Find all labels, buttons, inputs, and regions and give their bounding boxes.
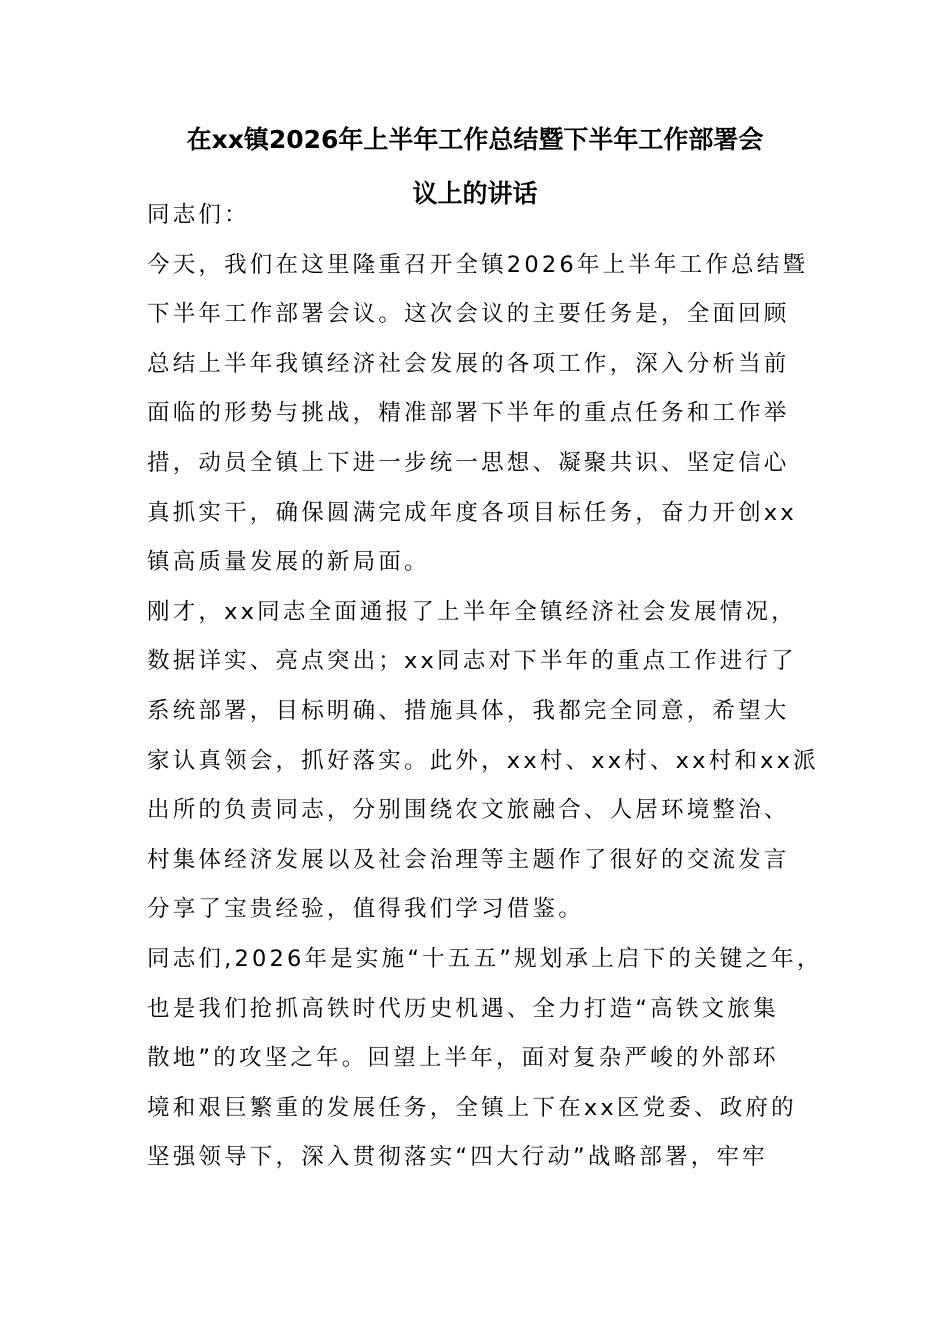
body-line: 刚才，xx同志全面通报了上半年全镇经济社会发展情况， xyxy=(147,598,797,625)
body-line: 今天，我们在这里隆重召开全镇2026年上半年工作总结暨 xyxy=(147,251,809,278)
title-line-2: 议上的讲话 xyxy=(412,179,538,208)
body-line: 总结上半年我镇经济社会发展的各项工作，深入分析当前 xyxy=(147,350,790,377)
body-line: 村集体经济发展以及社会治理等主题作了很好的交流发言 xyxy=(147,846,790,873)
body-line: 真抓实干，确保圆满完成年度各项目标任务，奋力开创xx xyxy=(147,499,797,526)
body-line: 也是我们抢抓高铁时代历史机遇、全力打造“高铁文旅集 xyxy=(147,995,779,1022)
body-line: 家认真领会，抓好落实。此外，xx村、xx村、xx村和xx派 xyxy=(147,747,819,774)
document-body xyxy=(147,191,823,1183)
body-line: 下半年工作部署会议。这次会议的主要任务是，全面回顾 xyxy=(147,301,790,328)
body-line: 分享了宝贵经验，值得我们学习借鉴。 xyxy=(147,896,584,923)
body-line: 镇高质量发展的新局面。 xyxy=(147,549,430,576)
body-line: 境和艰巨繁重的发展任务，全镇上下在xx区党委、政府的 xyxy=(147,1094,797,1121)
body-line: 出所的负责同志，分别围绕农文旅融合、人居环境整治、 xyxy=(147,797,790,824)
title-line-1: 在xx镇2026年上半年工作总结暨下半年工作部署会 xyxy=(186,125,764,154)
body-line: 数据详实、亮点突出；xx同志对下半年的重点工作进行了 xyxy=(147,648,797,675)
body-line: 措，动员全镇上下进一步统一思想、凝聚共识、坚定信心 xyxy=(147,449,790,476)
body-line: 面临的形势与挑战，精准部署下半年的重点任务和工作举 xyxy=(147,400,790,427)
body-line: 坚强领导下，深入贯彻落实“四大行动”战略部署，牢牢 xyxy=(147,1144,768,1171)
body-line: 散地”的攻坚之年。回望上半年，面对复杂严峻的外部环 xyxy=(147,1045,779,1072)
body-line: 系统部署，目标明确、措施具体，我都完全同意，希望大 xyxy=(147,697,790,724)
body-line: 同志们,2026年是实施“十五五”规划承上启下的关键之年， xyxy=(147,945,823,972)
salutation: 同志们： xyxy=(147,202,250,228)
